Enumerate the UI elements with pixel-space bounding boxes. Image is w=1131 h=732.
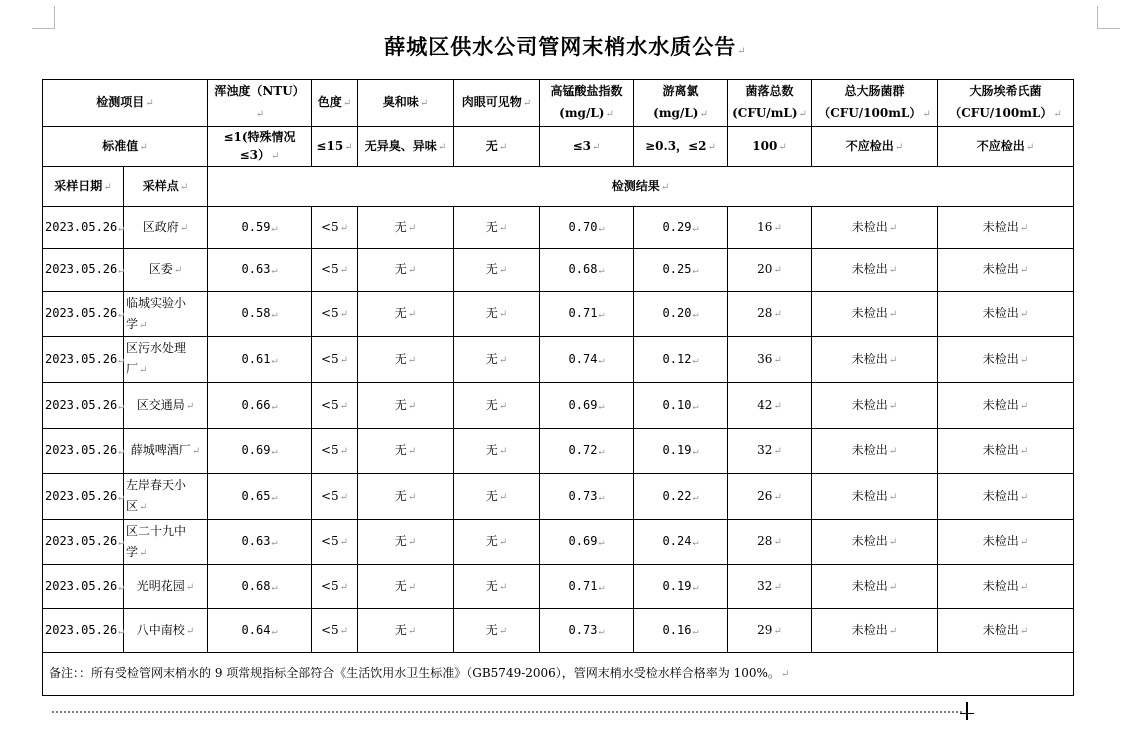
page-title: 薛城区供水公司管网末梢水水质公告↵ <box>384 34 747 59</box>
turbidity-value: 0.68↵ <box>208 565 312 609</box>
sample-date: 2023.05.26↵ <box>43 207 124 249</box>
ecoli-value: 未检出↵ <box>938 292 1074 337</box>
ecoli-value: 未检出↵ <box>938 520 1074 565</box>
sample-date: 2023.05.26↵ <box>43 520 124 565</box>
turbidity-value: 0.66↵ <box>208 383 312 429</box>
std-cod: ≤3↵ <box>540 127 634 167</box>
sample-date: 2023.05.26↵ <box>43 337 124 383</box>
turbidity-value: 0.63↵ <box>208 520 312 565</box>
colony-value: 29↵ <box>728 609 812 653</box>
sample-date: 2023.05.26↵ <box>43 429 124 474</box>
chlorine-value: 0.22↵ <box>634 474 728 520</box>
note-text: 备注：：所有受检管网末梢水的 9 项常规指标全部符合《生活饮用水卫生标准》（GB5749-2006），管网末梢水受检水样合格率为 100%。↵ <box>43 653 1074 696</box>
colony-value: 28↵ <box>728 292 812 337</box>
visible-matter-value: 无↵ <box>454 207 540 249</box>
colony-value: 16↵ <box>728 207 812 249</box>
ecoli-value: 未检出↵ <box>938 207 1074 249</box>
odor-value: 无↵ <box>358 429 454 474</box>
color-value: <5↵ <box>312 520 358 565</box>
col-cod-header: 高锰酸盐指数 (mg/L)↵ <box>540 80 634 127</box>
odor-value: 无↵ <box>358 207 454 249</box>
turbidity-value: 0.61↵ <box>208 337 312 383</box>
text-cursor-base <box>960 713 974 714</box>
std-colony: 100↵ <box>728 127 812 167</box>
turbidity-value: 0.65↵ <box>208 474 312 520</box>
color-value: <5↵ <box>312 249 358 292</box>
odor-value: 无↵ <box>358 249 454 292</box>
col-color-header: 色度↵ <box>312 80 358 127</box>
sample-point: 临城实验小 学↵ <box>124 292 208 337</box>
color-value: <5↵ <box>312 337 358 383</box>
cod-value: 0.68↵ <box>540 249 634 292</box>
cod-value: 0.73↵ <box>540 609 634 653</box>
ecoli-value: 未检出↵ <box>938 337 1074 383</box>
header-row <box>43 80 1074 127</box>
colony-value: 28↵ <box>728 520 812 565</box>
table-row <box>43 609 1074 653</box>
col-turbidity-header: 浑浊度（NTU）↵ <box>208 80 312 127</box>
coliform-value: 未检出↵ <box>812 429 938 474</box>
table-row <box>43 520 1074 565</box>
cod-value: 0.73↵ <box>540 474 634 520</box>
odor-value: 无↵ <box>358 292 454 337</box>
ecoli-value: 未检出↵ <box>938 474 1074 520</box>
coliform-value: 未检出↵ <box>812 207 938 249</box>
sample-date: 2023.05.26↵ <box>43 249 124 292</box>
standard-row <box>43 127 1074 167</box>
ecoli-value: 未检出↵ <box>938 565 1074 609</box>
sample-point: 光明花园↵ <box>124 565 208 609</box>
color-value: <5↵ <box>312 609 358 653</box>
cod-value: 0.71↵ <box>540 565 634 609</box>
turbidity-value: 0.63↵ <box>208 249 312 292</box>
std-chlorine: ≥0.3，≤2↵ <box>634 127 728 167</box>
col-ecoli-header: 大肠埃希氏菌 （CFU/100mL）↵ <box>938 80 1074 127</box>
chlorine-value: 0.16↵ <box>634 609 728 653</box>
page-corner-mark-top-right <box>1097 6 1120 29</box>
turbidity-value: 0.59↵ <box>208 207 312 249</box>
item-label-cell: 检测项目↵ <box>43 80 208 127</box>
colony-value: 42↵ <box>728 383 812 429</box>
chlorine-value: 0.25↵ <box>634 249 728 292</box>
sample-date: 2023.05.26↵ <box>43 609 124 653</box>
std-color: ≤15↵ <box>312 127 358 167</box>
visible-matter-value: 无↵ <box>454 474 540 520</box>
colony-value: 36↵ <box>728 337 812 383</box>
chlorine-value: 0.19↵ <box>634 565 728 609</box>
color-value: <5↵ <box>312 207 358 249</box>
table-row <box>43 565 1074 609</box>
cod-value: 0.69↵ <box>540 520 634 565</box>
coliform-value: 未检出↵ <box>812 292 938 337</box>
col-visible-header: 肉眼可见物↵ <box>454 80 540 127</box>
col-coliform-header: 总大肠菌群 （CFU/100mL）↵ <box>812 80 938 127</box>
odor-value: 无↵ <box>358 565 454 609</box>
coliform-value: 未检出↵ <box>812 474 938 520</box>
visible-matter-value: 无↵ <box>454 565 540 609</box>
sample-point: 区政府↵ <box>124 207 208 249</box>
visible-matter-value: 无↵ <box>454 249 540 292</box>
col-odor-header: 臭和味↵ <box>358 80 454 127</box>
sampling-date-label: 采样日期↵ <box>43 167 124 207</box>
turbidity-value: 0.58↵ <box>208 292 312 337</box>
chlorine-value: 0.24↵ <box>634 520 728 565</box>
odor-value: 无↵ <box>358 383 454 429</box>
coliform-value: 未检出↵ <box>812 249 938 292</box>
sample-date: 2023.05.26↵ <box>43 565 124 609</box>
ecoli-value: 未检出↵ <box>938 383 1074 429</box>
sample-date: 2023.05.26↵ <box>43 474 124 520</box>
table-row <box>43 383 1074 429</box>
turbidity-value: 0.69↵ <box>208 429 312 474</box>
coliform-value: 未检出↵ <box>812 565 938 609</box>
colony-value: 26↵ <box>728 474 812 520</box>
cod-value: 0.72↵ <box>540 429 634 474</box>
cod-value: 0.69↵ <box>540 383 634 429</box>
sample-point: 区污水处理 厂↵ <box>124 337 208 383</box>
table-row <box>43 474 1074 520</box>
table-row <box>43 292 1074 337</box>
std-coliform: 不应检出↵ <box>812 127 938 167</box>
visible-matter-value: 无↵ <box>454 292 540 337</box>
sample-point: 薛城啤酒厂↵ <box>124 429 208 474</box>
std-odor: 无异臭、异味↵ <box>358 127 454 167</box>
odor-value: 无↵ <box>358 474 454 520</box>
results-label: 检测结果↵ <box>208 167 1074 207</box>
sample-date: 2023.05.26↵ <box>43 383 124 429</box>
sampling-header-row <box>43 167 1074 207</box>
chlorine-value: 0.19↵ <box>634 429 728 474</box>
color-value: <5↵ <box>312 383 358 429</box>
colony-value: 32↵ <box>728 429 812 474</box>
chlorine-value: 0.29↵ <box>634 207 728 249</box>
cod-value: 0.71↵ <box>540 292 634 337</box>
odor-value: 无↵ <box>358 337 454 383</box>
text-cursor <box>966 702 968 720</box>
odor-value: 无↵ <box>358 609 454 653</box>
coliform-value: 未检出↵ <box>812 520 938 565</box>
color-value: <5↵ <box>312 292 358 337</box>
col-chlorine-header: 游离氯(mg/L)↵ <box>634 80 728 127</box>
color-value: <5↵ <box>312 565 358 609</box>
colony-value: 20↵ <box>728 249 812 292</box>
sample-point: 区二十九中 学↵ <box>124 520 208 565</box>
page-corner-mark-top-left <box>32 6 55 29</box>
water-quality-table <box>42 79 1074 696</box>
std-ecoli: 不应检出↵ <box>938 127 1074 167</box>
table-row <box>43 429 1074 474</box>
table-row <box>43 337 1074 383</box>
sample-point: 区委↵ <box>124 249 208 292</box>
ecoli-value: 未检出↵ <box>938 429 1074 474</box>
chlorine-value: 0.12↵ <box>634 337 728 383</box>
page-break-divider <box>52 711 962 713</box>
visible-matter-value: 无↵ <box>454 429 540 474</box>
visible-matter-value: 无↵ <box>454 337 540 383</box>
coliform-value: 未检出↵ <box>812 609 938 653</box>
ecoli-value: 未检出↵ <box>938 609 1074 653</box>
color-value: <5↵ <box>312 474 358 520</box>
paragraph-mark-icon: ↵ <box>737 46 747 57</box>
cod-value: 0.74↵ <box>540 337 634 383</box>
table-row <box>43 207 1074 249</box>
standard-label-cell: 标准值↵ <box>43 127 208 167</box>
colony-value: 32↵ <box>728 565 812 609</box>
note-row <box>43 653 1074 696</box>
chlorine-value: 0.10↵ <box>634 383 728 429</box>
std-turbidity: ≤1(特殊情况 ≤3）↵ <box>208 127 312 167</box>
sample-date: 2023.05.26↵ <box>43 292 124 337</box>
sample-point: 区交通局↵ <box>124 383 208 429</box>
cod-value: 0.70↵ <box>540 207 634 249</box>
odor-value: 无↵ <box>358 520 454 565</box>
table-row <box>43 249 1074 292</box>
visible-matter-value: 无↵ <box>454 383 540 429</box>
ecoli-value: 未检出↵ <box>938 249 1074 292</box>
sample-point: 八中南校↵ <box>124 609 208 653</box>
color-value: <5↵ <box>312 429 358 474</box>
sampling-point-label: 采样点↵ <box>124 167 208 207</box>
turbidity-value: 0.64↵ <box>208 609 312 653</box>
visible-matter-value: 无↵ <box>454 609 540 653</box>
visible-matter-value: 无↵ <box>454 520 540 565</box>
chlorine-value: 0.20↵ <box>634 292 728 337</box>
sample-point: 左岸春天小 区↵ <box>124 474 208 520</box>
coliform-value: 未检出↵ <box>812 337 938 383</box>
std-visible: 无↵ <box>454 127 540 167</box>
coliform-value: 未检出↵ <box>812 383 938 429</box>
col-colony-header: 菌落总数 (CFU/mL)↵ <box>728 80 812 127</box>
